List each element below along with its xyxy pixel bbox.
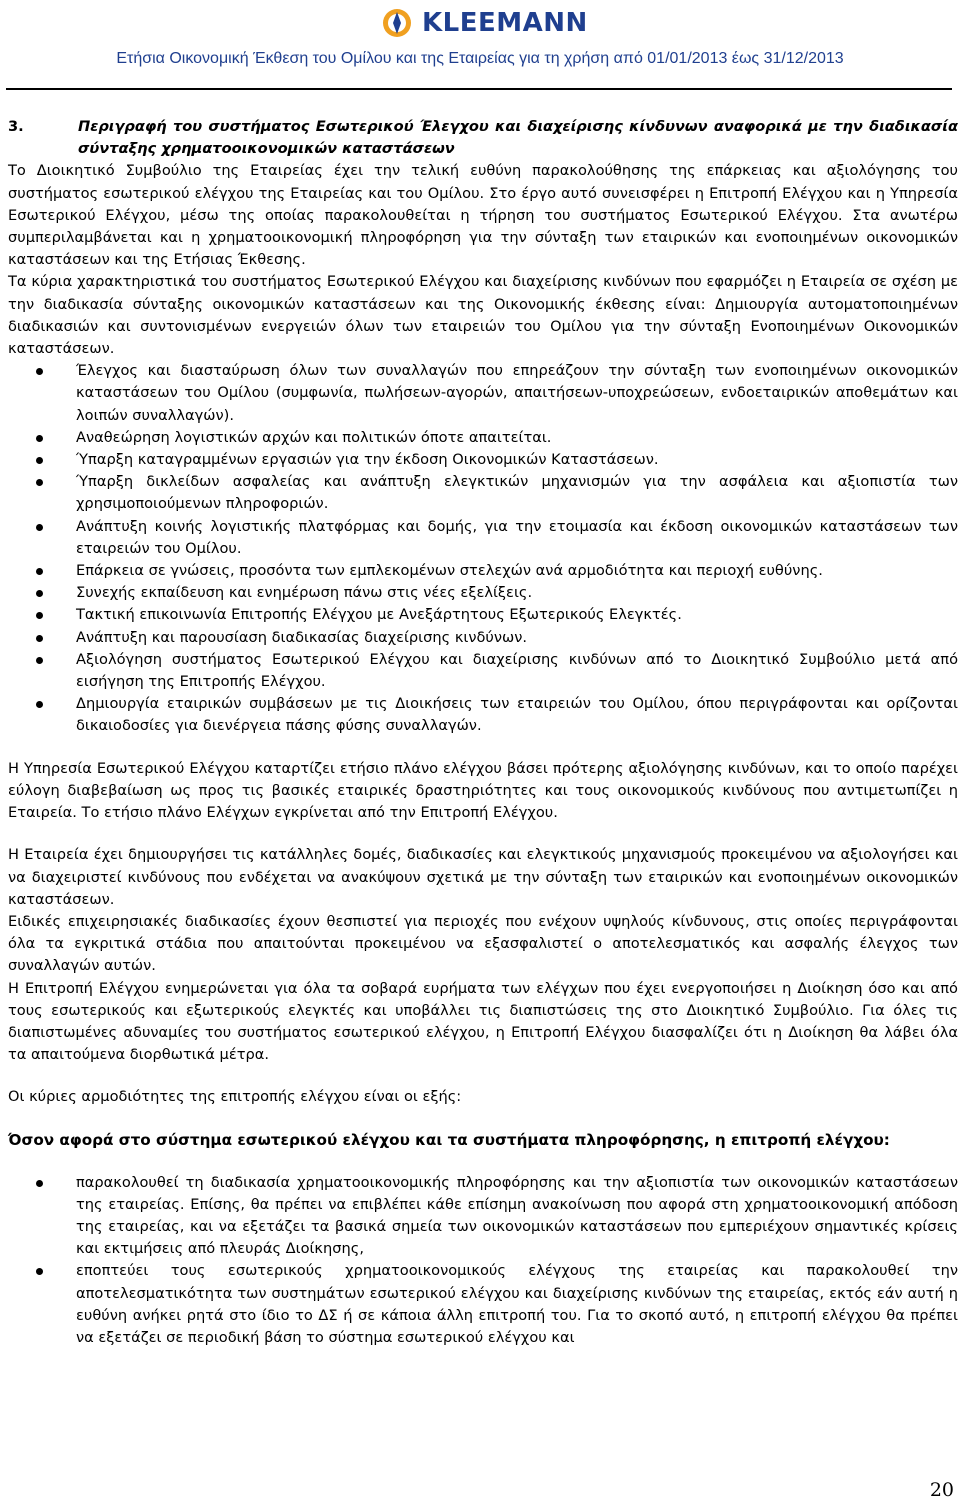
list-item: Συνεχής εκπαίδευση και ενημέρωση πάνω στις νέες εξελίξεις. <box>8 582 958 604</box>
page-header <box>0 0 960 92</box>
list-item: Αναθεώρηση λογιστικών αρχών και πολιτικών όποτε απαιτείται. <box>8 427 958 449</box>
bullet-icon <box>36 1268 43 1275</box>
list-item: εποπτεύει τους εσωτερικούς χρηματοοικονομικούς ελέγχους της εταιρείας και παρακολουθεί την αποτελεσματικότητα των συστημάτων εσωτερικού ελέγχου και διαχείρισης κινδύνων της εταιρείας, εκτός εάν αυτή η ευθύνη ανήκει ρητά στο ίδιο το ΔΣ ή σε κάποια άλλη επιτροπή του. Για το σκοπό αυτό, η επιτροπή ελέγχου θα πρέπει να εξετάζει σε περιοδική βάση το σύστημα εσωτερικού ελέγχου και <box>8 1260 958 1349</box>
list-item: Ύπαρξη δικλείδων ασφαλείας και ανάπτυξη ελεγκτικών μηχανισμών για την ασφάλεια και αξιοπιστία των χρησιμοποιούμενων πληροφοριών. <box>8 471 958 515</box>
spacer <box>8 1109 958 1129</box>
committee-duties-list <box>8 1172 958 1350</box>
list-item: Τακτική επικοινωνία Επιτροπής Ελέγχου με Ανεξάρτητους Εξωτερικούς Ελεγκτές. <box>8 604 958 626</box>
brand-name: KLEEMANN <box>422 8 588 38</box>
document-body <box>8 116 958 1349</box>
bullet-icon <box>36 635 43 642</box>
spacer <box>8 1152 958 1172</box>
paragraph: Τα κύρια χαρακτηριστικά του συστήματος Εσωτερικού Ελέγχου και διαχείρισης κινδύνων που εφαρμόζει η Εταιρεία σε σχέση με την διαδικασία σύνταξης οικονομικών καταστάσεων και της Οικονομικής έκθεσης είναι: Δημιουργία αυτοματοποιημένων διαδικασιών και συντονισμένων ενεργειών όλων των εταιρειών του Ομίλου για την σύνταξη Ενοποιημένων Οικονομικών καταστάσεων. <box>8 273 958 358</box>
section-title: Περιγραφή του συστήματος Εσωτερικού Έλεγχου και διαχείρισης κίνδυνων αναφορικά με την διαδικασία σύνταξης χρηματοοικονομικών καταστάσεων <box>78 118 958 158</box>
spacer <box>8 824 958 844</box>
list-item: Δημιουργία εταιρικών συμβάσεων με τις Διοικήσεις των εταιρειών του Ομίλου, όπου περιγράφονται και ορίζονται δικαιοδοσίες για διενέργεια πάσης φύσης συναλλαγών. <box>8 693 958 737</box>
paragraph: Η Επιτροπή Ελέγχου ενημερώνεται για όλα τα σοβαρά ευρήματα των ελέγχων που έχει ενεργοποιήσει η Διοίκηση όσο και από τους εσωτερικούς και εξωτερικούς ελεγκτές και υποβάλλει τις διαπιστώσεις της στο Διοικητικό Συμβούλιο. Για όλες τις διαπιστωμένες αδυναμίες του συστήματος εσωτερικού ελέγχου, η Επιτροπή Ελέγχου διασφαλίζει ότι η Διοίκηση θα λάβει όλα τα απαιτούμενα διορθωτικά μέτρα. <box>8 979 958 1064</box>
report-title: Ετήσια Οικονομική Έκθεση του Ομίλου και της Εταιρείας για τη χρήση από 01/01/2013 έως 31/12/2013 <box>116 50 844 67</box>
bold-heading-paragraph: Όσον αφορά στο σύστημα εσωτερικού ελέγχου και τα συστήματα πληροφόρησης, η επιτροπή ελέγχου: <box>8 1130 890 1149</box>
list-item: Ανάπτυξη και παρουσίαση διαδικασίας διαχείρισης κινδύνων. <box>8 627 958 649</box>
section-number: 3. <box>8 118 24 135</box>
bullet-icon <box>36 612 43 619</box>
header-divider <box>6 88 952 90</box>
company-logo <box>382 6 588 40</box>
section-heading <box>8 116 958 160</box>
bullet-icon <box>36 435 43 442</box>
list-item: Ύπαρξη καταγραμμένων εργασιών για την έκδοση Οικονομικών Καταστάσεων. <box>8 449 958 471</box>
spacer <box>8 738 958 758</box>
bullet-icon <box>36 457 43 464</box>
list-item: Έλεγχος και διασταύρωση όλων των συναλλαγών που επηρεάζουν την σύνταξη των ενοποιημένων οικονομικών καταστάσεων του Ομίλου (συμφωνία, πωλήσεων-αγορών, απαιτήσεων-υποχρεώσεων, ενδοεταιρικών αποθεμάτων και λοιπών συναλλαγών). <box>8 360 958 427</box>
bullet-icon <box>36 590 43 597</box>
paragraph: Το Διοικητικό Συμβούλιο της Εταιρείας έχει την τελική ευθύνη παρακολούθησης της επάρκειας και αξιολόγησης του συστήματος εσωτερικού ελέγχου της Εταιρείας και του Ομίλου. Στο έργο αυτό συνεισφέρει η Επιτροπή Ελέγχου και η Υπηρεσία Εσωτερικού Ελέγχου, μέσω της οποίας παρακολουθείται η τήρηση του συστήματος Εσωτερικού Ελέγχου. Στα ανωτέρω συμπεριλαμβάνεται και η χρηματοοικονομική πληροφόρηση για την σύνταξη των εταιρικών και ενοποιημένων οικονομικών καταστάσεων και της Ετήσιας Έκθεσης. <box>8 162 958 269</box>
bullet-icon <box>36 657 43 664</box>
kleemann-logo-icon <box>382 8 412 38</box>
bullet-icon <box>36 701 43 708</box>
page-number: 20 <box>929 1479 954 1501</box>
list-item: Ανάπτυξη κοινής λογιστικής πλατφόρμας και δομής, για την ετοιμασία και έκδοση οικονομικών καταστάσεων των εταιρειών του Ομίλου. <box>8 516 958 560</box>
paragraph: Ειδικές επιχειρησιακές διαδικασίες έχουν θεσπιστεί για περιοχές που ενέχουν υψηλούς κίνδυνους, στις οποίες περιγράφονται όλα τα εγκριτικά στάδια που απαιτούνται προκειμένου να εξασφαλιστεί ο αποτελεσματικός και ασφαλής έλεγχος των συναλλαγών αυτών. <box>8 912 958 975</box>
list-item: Αξιολόγηση συστήματος Εσωτερικού Ελέγχου και διαχείρισης κινδύνων από το Διοικητικό Συμβούλιο μετά από εισήγηση της Επιτροπής Ελέγχου. <box>8 649 958 693</box>
paragraph: Η Υπηρεσία Εσωτερικού Ελέγχου καταρτίζει ετήσιο πλάνο ελέγχου βάσει πρότερης αξιολόγησης κινδύνων, και το οποίο παρέχει εύλογη διαβεβαίωση ως προς τις βασικές εταιρικές δραστηριότητες και τους οικονομικούς κινδύνους που αντιμετωπίζει η Εταιρεία. Το ετήσιο πλάνο Ελέγχων εγκρίνεται από την Επιτροπή Ελέγχου. <box>8 759 958 822</box>
list-item: Επάρκεια σε γνώσεις, προσόντα των εμπλεκομένων στελεχών ανά αρμοδιότητα και περιοχή ευθύνης. <box>8 560 958 582</box>
spacer <box>8 1066 958 1086</box>
bullet-icon <box>36 568 43 575</box>
list-item: παρακολουθεί τη διαδικασία χρηματοοικονομικής πληροφόρησης και την αξιοπιστία των οικονομικών καταστάσεων της εταιρείας. Επίσης, θα πρέπει να επιβλέπει κάθε επίσημη ανακοίνωση που αφορά στη χρηματοοικονομική απόδοση της εταιρείας, και να εξετάζει τα βασικά σημεία των οικονομικών καταστάσεων που εμπεριέχουν σημαντικές κρίσεις και εκτιμήσεις από πλευράς Διοίκησης, <box>8 1172 958 1261</box>
bullet-icon <box>36 368 43 375</box>
bullet-icon <box>36 524 43 531</box>
paragraph: Οι κύριες αρμοδιότητες της επιτροπής ελέγχου είναι οι εξής: <box>8 1088 462 1106</box>
controls-list <box>8 360 958 737</box>
paragraph: Η Εταιρεία έχει δημιουργήσει τις κατάλληλες δομές, διαδικασίες και ελεγκτικούς μηχανισμούς προκειμένου να αξιολογήσει και να διαχειριστεί κινδύνους που ενδέχεται να ανακύψουν σχετικά με την σύνταξη των εταιρικών και ενοποιημένων οικονομικών καταστάσεων. <box>8 846 958 908</box>
bullet-icon <box>36 1180 43 1187</box>
bullet-icon <box>36 479 43 486</box>
